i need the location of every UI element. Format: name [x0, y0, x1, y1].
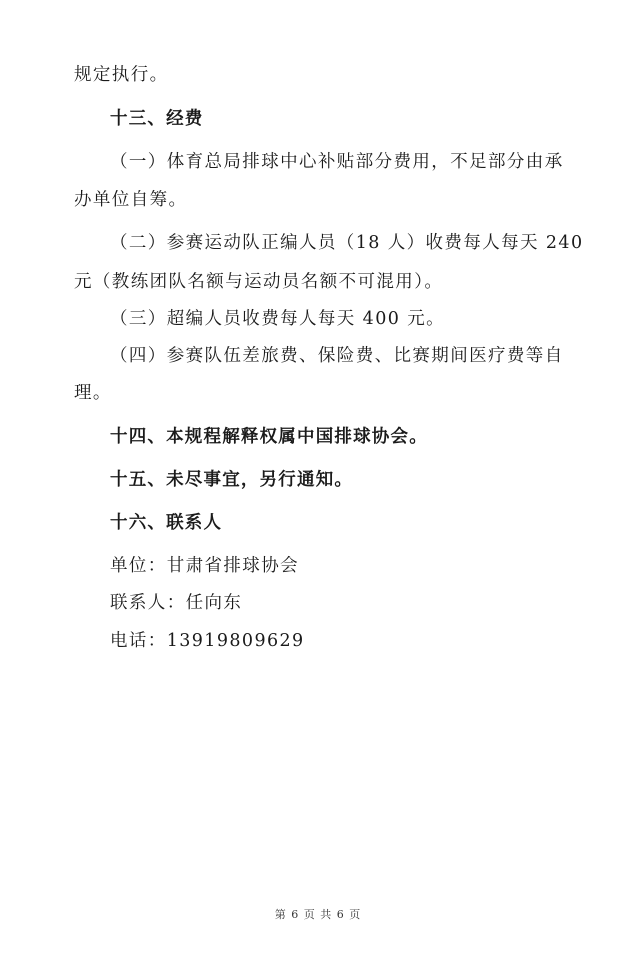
- paragraph-continuation: 规定执行。: [74, 65, 169, 85]
- section-heading-13: 十三、经费: [110, 109, 204, 129]
- page-number-footer: 第 6 页 共 6 页: [274, 908, 362, 921]
- section-heading-16: 十六、联系人: [110, 513, 223, 533]
- contact-phone: 电话：13919809629: [110, 631, 305, 651]
- fee-item-2-line-1: （二）参赛运动队正编人员（18 人）收费每人每天 240: [110, 233, 584, 253]
- contact-person: 联系人：任向东: [110, 593, 243, 613]
- fee-item-4-line-2: 理。: [74, 383, 112, 403]
- section-heading-15: 十五、未尽事宜，另行通知。: [110, 470, 354, 490]
- fee-item-3: （三）超编人员收费每人每天 400 元。: [110, 309, 446, 329]
- fee-item-1-line-2: 办单位自筹。: [74, 190, 188, 210]
- fee-item-4-line-1: （四）参赛队伍差旅费、保险费、比赛期间医疗费等自: [110, 346, 564, 366]
- contact-unit: 单位：甘肃省排球协会: [110, 556, 299, 576]
- fee-item-1-line-1: （一）体育总局排球中心补贴部分费用，不足部分由承: [110, 152, 564, 172]
- fee-item-2-line-2: 元（教练团队名额与运动员名额不可混用）。: [74, 272, 444, 292]
- section-heading-14: 十四、本规程解释权属中国排球协会。: [110, 427, 428, 447]
